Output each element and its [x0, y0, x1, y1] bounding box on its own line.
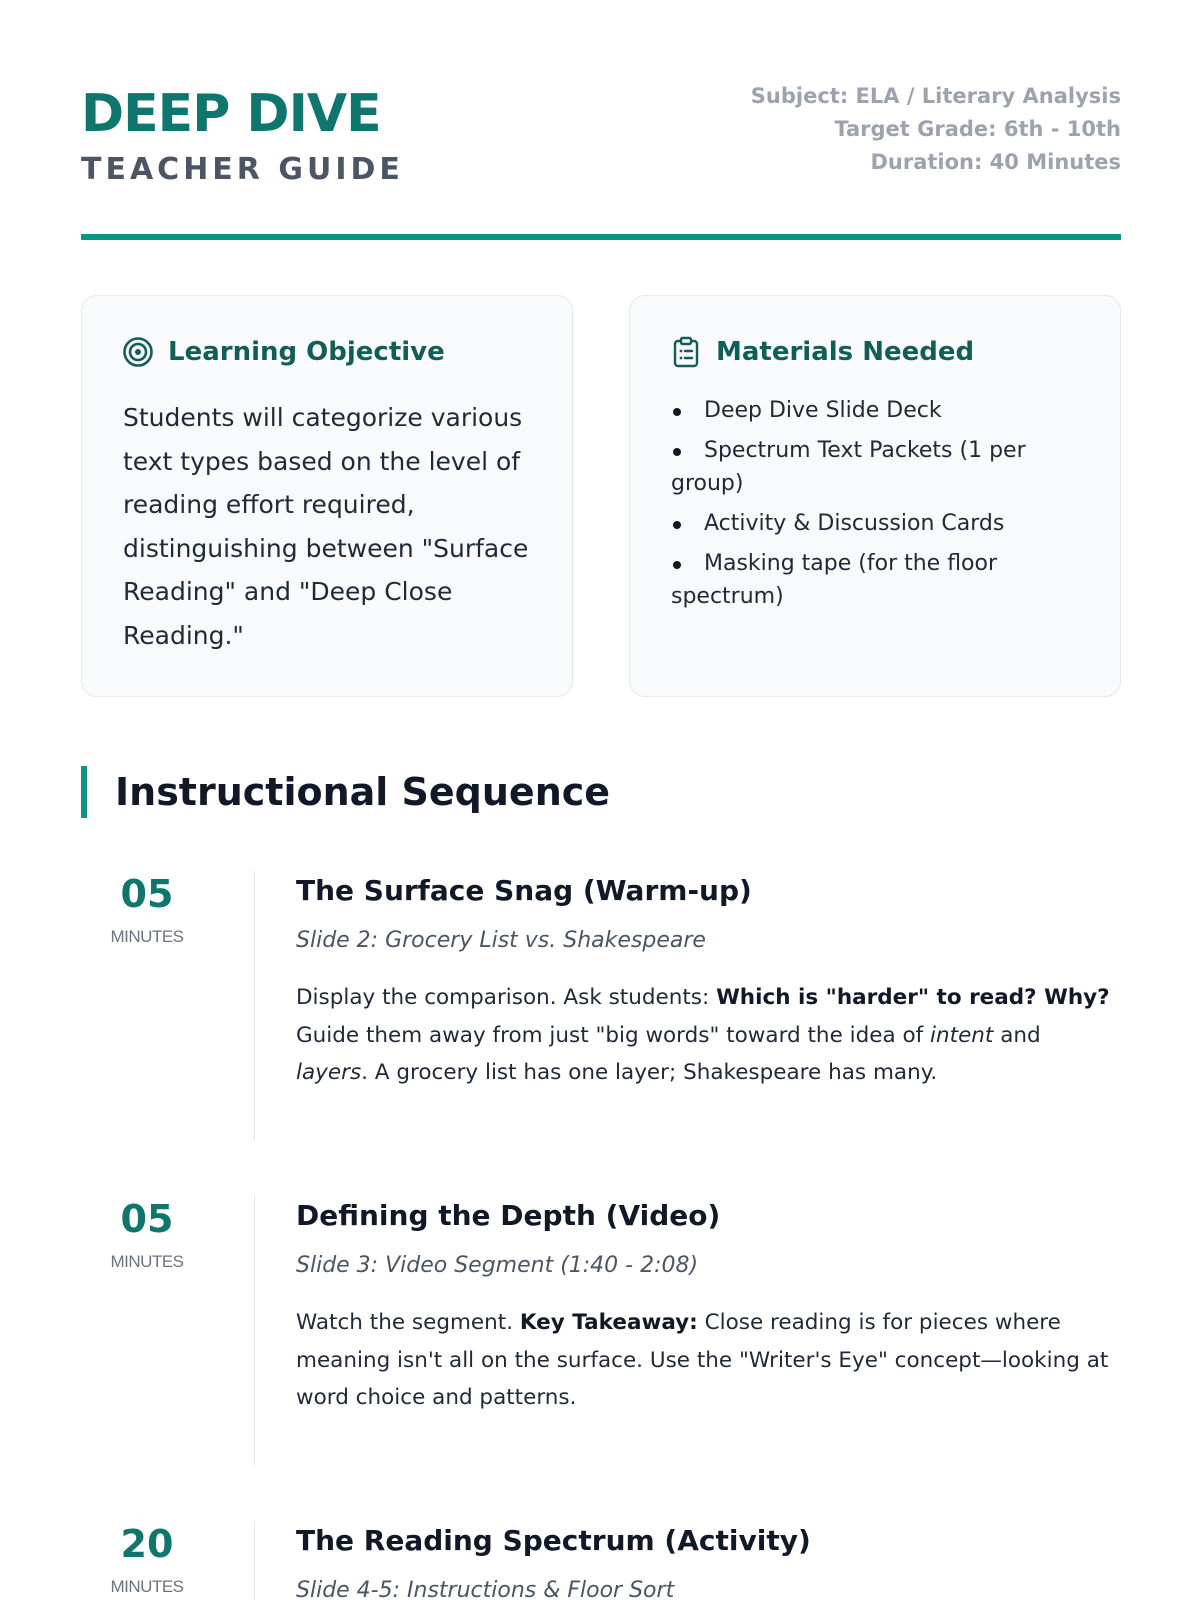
- step-unit: MINUTES: [110, 927, 184, 946]
- desc-emphasis: Which is "harder" to read? Why?: [716, 985, 1110, 1010]
- meta-duration: Duration: 40 Minutes: [870, 150, 1121, 174]
- list-item: Spectrum Text Packets (1 per group): [671, 434, 1071, 500]
- section-accent-bar: [81, 766, 87, 818]
- step-title: The Surface Snag (Warm-up): [296, 874, 752, 907]
- materials-card: [629, 295, 1121, 697]
- step-slide: Slide 4-5: Instructions & Floor Sort: [296, 1578, 675, 1600]
- teacher-guide-page: [81, 0, 1121, 1600]
- step-unit: MINUTES: [110, 1252, 184, 1271]
- step-title: Defining the Depth (Video): [296, 1199, 721, 1232]
- step-duration: [81, 1521, 213, 1597]
- objective-title: Learning Objective: [168, 337, 445, 367]
- step-duration: [81, 871, 213, 947]
- sequence-step-2: [81, 1196, 1121, 1471]
- list-item: Activity & Discussion Cards: [671, 507, 1071, 540]
- objective-header: [122, 334, 445, 370]
- list-item: Deep Dive Slide Deck: [671, 394, 1071, 427]
- desc-text: and: [993, 1022, 1041, 1048]
- desc-text: Close reading is for pieces where meaning isn't all on the surface. Use the "Writer's Eye" concept—looking at word choice and patterns.: [296, 1310, 1109, 1410]
- step-unit: MINUTES: [110, 1577, 184, 1596]
- clipboard-icon: [670, 336, 702, 368]
- step-description: [296, 979, 1111, 1092]
- step-body: [296, 871, 1111, 1092]
- materials-list: [671, 394, 1071, 620]
- step-slide: Slide 3: Video Segment (1:40 - 2:08): [296, 1253, 699, 1278]
- desc-italic: layers: [296, 1060, 362, 1085]
- desc-emphasis: Key Takeaway:: [519, 1310, 698, 1335]
- desc-text: . A grocery list has one layer; Shakespeare has many.: [361, 1060, 938, 1085]
- section-title: Instructional Sequence: [115, 770, 611, 814]
- list-item: Masking tape (for the floor spectrum): [671, 547, 1071, 613]
- step-description: [296, 1304, 1111, 1417]
- guide-title: DEEP DIVE: [81, 84, 381, 144]
- guide-header: [81, 0, 1121, 244]
- guide-subtitle: TEACHER GUIDE: [81, 152, 404, 187]
- timeline-line: [254, 871, 255, 1141]
- objective-text: Students will categorize various text types based on the level of reading effort required, distinguishing between "Surface Reading" and "Deep Close Reading.": [123, 403, 529, 650]
- meta-subject: Subject: ELA / Literary Analysis: [750, 84, 1121, 108]
- timeline-line: [254, 1196, 255, 1466]
- sequence-step-1: [81, 871, 1121, 1146]
- materials-header: [670, 334, 974, 370]
- desc-italic: intent: [930, 1022, 994, 1048]
- materials-title: Materials Needed: [716, 337, 975, 367]
- step-minutes: 05: [120, 872, 174, 916]
- step-duration: [81, 1196, 213, 1272]
- header-divider: [81, 234, 1121, 240]
- step-body: [296, 1196, 1111, 1417]
- step-minutes: 05: [120, 1197, 174, 1241]
- target-icon: [122, 336, 154, 368]
- meta-grade: Target Grade: 6th - 10th: [834, 117, 1121, 141]
- desc-text: Display the comparison. Ask students:: [296, 985, 717, 1010]
- step-body: [296, 1521, 1111, 1600]
- sequence-step-3: [81, 1521, 1121, 1600]
- instructional-sequence-heading: [81, 766, 610, 818]
- lesson-meta: [751, 80, 1121, 179]
- learning-objective-card: [81, 295, 573, 697]
- step-minutes: 20: [120, 1522, 174, 1566]
- desc-text: Watch the segment.: [296, 1310, 520, 1335]
- timeline-line: [254, 1521, 255, 1600]
- step-slide: Slide 2: Grocery List vs. Shakespeare: [296, 928, 706, 953]
- desc-text: Guide them away from just "big words" toward the idea of: [296, 1022, 931, 1048]
- step-title: The Reading Spectrum (Activity): [296, 1524, 811, 1557]
